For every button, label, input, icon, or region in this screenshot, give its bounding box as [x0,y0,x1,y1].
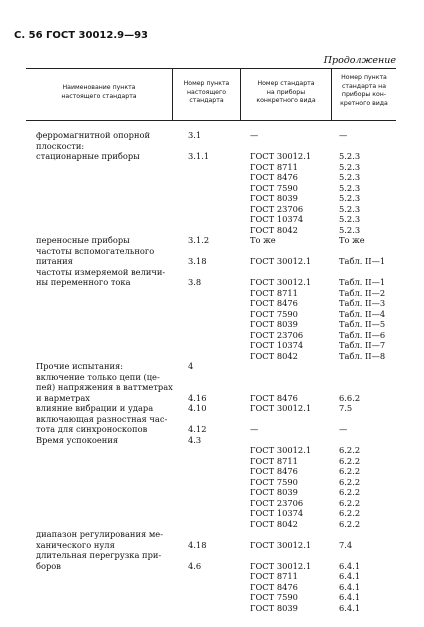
row-standard-cell: ГОСТ 8711 [250,287,298,298]
row-standard-clause-cell: 6.2.2 [339,445,361,455]
table-row [0,183,424,193]
row-standard-clause-cell: Табл. II—3 [339,298,386,308]
row-standard-cell: ГОСТ 8476 [250,172,298,182]
row-standard-clause-cell: 5.2.3 [339,214,361,224]
row-standard-clause-cell: 5.2.3 [339,182,361,193]
table-row [0,550,424,560]
row-standard-cell: ГОСТ 10374 [250,508,304,518]
row-name-cell: тота для синхроноскопов [36,424,148,434]
row-standard-cell: ГОСТ 10374 [250,340,304,350]
table-row [0,435,424,445]
row-name-cell: ны переменного тока [36,277,131,287]
row-name-cell: длительная перегрузка при- [36,550,162,560]
table-row [0,267,424,277]
row-standard-clause-cell: 5.2.3 [339,193,361,203]
row-standard-clause-cell: 5.2.3 [339,172,361,182]
row-standard-cell: ГОСТ 7590 [250,182,298,193]
row-standard-cell: ГОСТ 23706 [250,203,304,214]
table-row [0,540,424,550]
row-standard-clause-cell: 7.4 [339,539,353,550]
row-clause-cell: 3.8 [188,277,202,287]
row-standard-cell: ГОСТ 8711 [250,571,298,581]
row-standard-cell: ГОСТ 23706 [250,497,304,508]
table-row [0,277,424,287]
row-standard-clause-cell: — [339,424,348,434]
table-row [0,424,424,434]
row-clause-cell: 3.1 [188,130,202,140]
row-standard-cell: ГОСТ 8476 [250,581,298,592]
row-name-cell: включение только цепи (це- [36,371,160,382]
row-clause-cell: 3.18 [188,256,207,266]
row-standard-clause-cell: Табл. II—1 [339,277,386,287]
table-row [0,235,424,245]
table-row [0,193,424,203]
row-clause-cell: 4.10 [188,403,207,413]
table-row [0,456,424,466]
row-standard-cell: ГОСТ 8042 [250,350,298,361]
row-standard-cell: — [250,130,259,140]
row-name-cell: частоты измеряемой величи- [36,266,166,277]
row-clause-cell: 4.18 [188,539,207,550]
row-standard-clause-cell: Табл. II—5 [339,319,386,329]
row-standard-cell: ГОСТ 8476 [250,298,298,308]
row-standard-cell: ГОСТ 7590 [250,592,298,602]
table-row [0,498,424,508]
table-row [0,466,424,476]
row-name-cell: частоты вспомогательного [36,245,155,256]
column-header-name: Наименование пункта настоящего стандарта [61,84,137,100]
row-standard-clause-cell: Табл. II—7 [339,340,386,350]
row-standard-cell: ГОСТ 7590 [250,476,298,487]
table-row [0,508,424,518]
table-row [0,445,424,455]
table-row [0,288,424,298]
row-standard-cell: — [250,424,259,434]
table-row [0,403,424,413]
row-standard-cell: ГОСТ 30012.1 [250,560,312,571]
row-standard-clause-cell: 6.6.2 [339,392,361,403]
row-clause-cell: 4.6 [188,560,202,571]
table-row [0,256,424,266]
row-name-cell: включающая разностная час- [36,413,168,424]
row-standard-clause-cell: 6.2.2 [339,487,361,497]
table-row [0,393,424,403]
row-standard-clause-cell: 6.2.2 [339,455,361,466]
row-name-cell: Время успокоения [36,434,119,445]
row-clause-cell: 4.3 [188,434,202,445]
row-name-cell: и варметрах [36,392,90,403]
row-standard-cell: ГОСТ 8711 [250,455,298,466]
row-name-cell: диапазон регулирования ме- [36,529,164,539]
table-row [0,246,424,256]
row-standard-clause-cell: 6.2.2 [339,518,361,529]
row-standard-cell: ГОСТ 30012.1 [250,277,312,287]
row-standard-clause-cell: Табл. II—8 [339,350,386,361]
table-row [0,592,424,602]
row-standard-clause-cell: 6.4.1 [339,602,361,613]
row-standard-clause-cell: 6.2.2 [339,508,361,518]
table-row [0,330,424,340]
row-standard-clause-cell: Табл. II—1 [339,256,386,266]
row-name-cell: боров [36,560,61,571]
row-standard-cell: ГОСТ 7590 [250,308,298,319]
row-standard-cell: ГОСТ 30012.1 [250,403,312,413]
row-name-cell: пей) напряжения в ваттметрах [36,382,173,392]
row-standard-cell: ГОСТ 8039 [250,487,298,497]
row-standard-cell: ГОСТ 30012.1 [250,445,312,455]
column-header-clause: Номер пункта настоящего стандарта [183,80,230,105]
row-standard-clause-cell: Табл. II—2 [339,287,386,298]
row-standard-cell: ГОСТ 8039 [250,319,298,329]
table-row [0,351,424,361]
table-row [0,225,424,235]
table-row [0,382,424,392]
row-name-cell: ферромагнитной опорной [36,130,150,140]
table-row [0,141,424,151]
row-standard-clause-cell: — [339,130,348,140]
table-row [0,214,424,224]
row-standard-cell: ГОСТ 8039 [250,602,298,613]
row-standard-clause-cell: 6.2.2 [339,476,361,487]
row-standard-clause-cell: 6.4.1 [339,581,361,592]
table-row [0,340,424,350]
row-name-cell: ханического нуля [36,539,115,550]
row-clause-cell: 4 [188,361,194,371]
row-clause-cell: 4.12 [188,424,207,434]
row-standard-clause-cell: 6.4.1 [339,560,361,571]
row-clause-cell: 3.1.2 [188,235,210,245]
row-standard-cell: То же [250,235,276,245]
column-header-standard: Номер стандарта на приборы конкретного вида [256,80,316,105]
table-row [0,561,424,571]
continuation-label: Продолжение [323,55,396,66]
table-row [0,372,424,382]
table-row [0,319,424,329]
row-standard-clause-cell: 5.2.3 [339,203,361,214]
table-row [0,309,424,319]
table-header-rule [26,120,396,121]
table-row [0,529,424,539]
row-name-cell: Прочие испытания: [36,361,124,371]
table-row [0,204,424,214]
row-standard-cell: ГОСТ 8042 [250,224,298,235]
table-row [0,477,424,487]
table-row [0,582,424,592]
row-standard-cell: ГОСТ 10374 [250,214,304,224]
row-standard-clause-cell: 6.4.1 [339,571,361,581]
row-standard-cell: ГОСТ 8476 [250,392,298,403]
row-standard-cell: ГОСТ 8039 [250,193,298,203]
row-standard-clause-cell: 6.2.2 [339,466,361,476]
row-name-cell: плоскости: [36,140,85,151]
row-standard-clause-cell: То же [339,235,365,245]
row-standard-clause-cell: 7.5 [339,403,353,413]
table-row [0,414,424,424]
row-standard-clause-cell: Табл. II—6 [339,329,386,340]
row-standard-cell: ГОСТ 30012.1 [250,539,312,550]
row-standard-clause-cell: 5.2.3 [339,224,361,235]
row-standard-clause-cell: Табл. II—4 [339,308,386,319]
row-name-cell: стационарные приборы [36,151,140,161]
table-row [0,519,424,529]
table-row [0,162,424,172]
row-standard-cell: ГОСТ 30012.1 [250,256,312,266]
row-standard-clause-cell: 6.2.2 [339,497,361,508]
table-row [0,361,424,371]
row-clause-cell: 4.16 [188,392,207,403]
row-standard-clause-cell: 5.2.3 [339,151,361,161]
row-standard-cell: ГОСТ 8476 [250,466,298,476]
table-row [0,571,424,581]
table-top-rule [26,68,396,69]
row-standard-clause-cell: 5.2.3 [339,161,361,172]
row-name-cell: питания [36,256,73,266]
row-name-cell: переносные приборы [36,235,130,245]
column-header-standard-clause: Номер пункта стандарта на приборы кон- кретного вида [340,74,388,107]
row-standard-cell: ГОСТ 23706 [250,329,304,340]
table-row [0,603,424,613]
table-row [0,487,424,497]
row-name-cell: влияние вибрации и удара [36,403,154,413]
row-clause-cell: 3.1.1 [188,151,210,161]
page-header: С. 56 ГОСТ 30012.9—93 [14,30,148,41]
table-row [0,298,424,308]
row-standard-cell: ГОСТ 8042 [250,518,298,529]
table-row [0,172,424,182]
table-row [0,130,424,140]
row-standard-clause-cell: 6.4.1 [339,592,361,602]
row-standard-cell: ГОСТ 30012.1 [250,151,312,161]
table-row [0,151,424,161]
row-standard-cell: ГОСТ 8711 [250,161,298,172]
